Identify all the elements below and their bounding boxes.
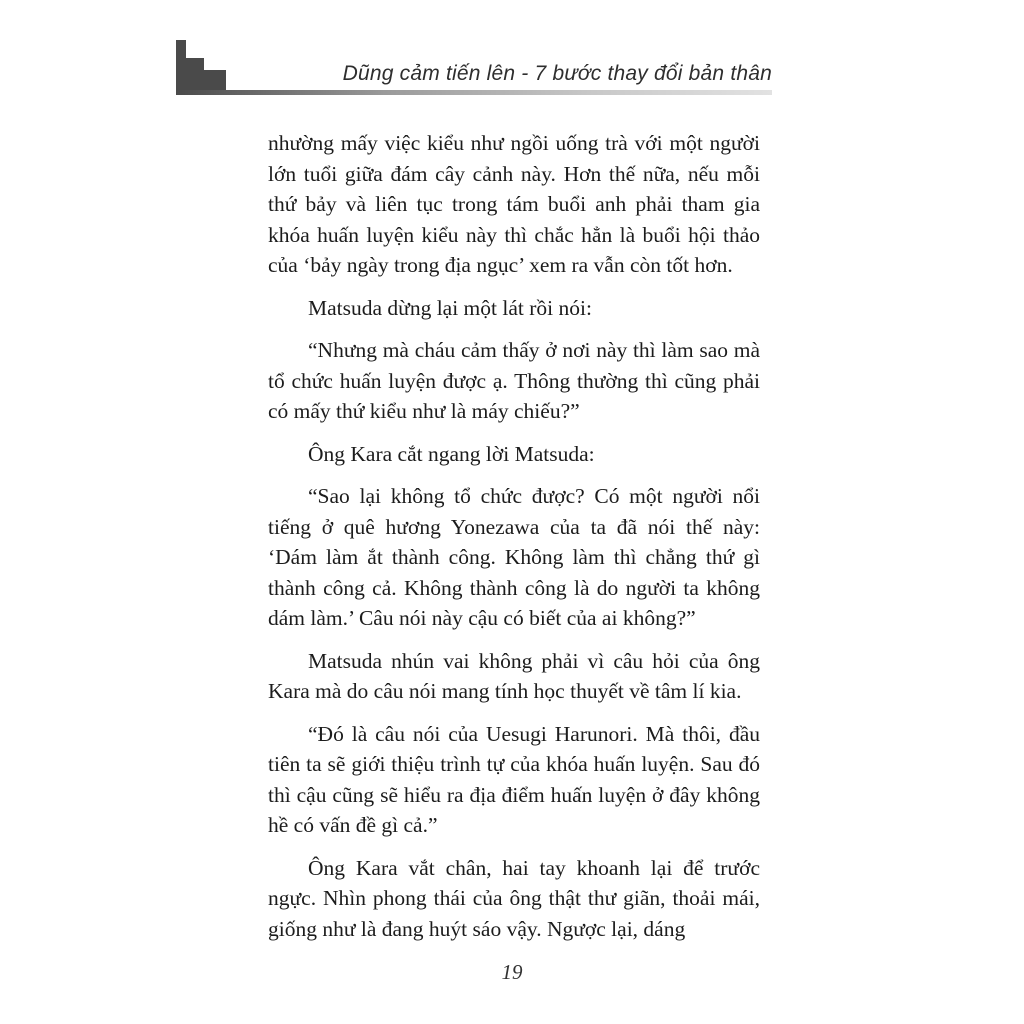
paragraph-7: “Đó là câu nói của Uesugi Harunori. Mà thôi, đầu tiên ta sẽ giới thiệu trình tự của khóa huấn luyện. Sau đó thì cậu cũng sẽ hiểu ra địa điểm huấn luyện ở đây không hề có vấn đề gì cả.” [268,721,760,837]
paragraph-1: nhường mấy việc kiểu như ngồi uống trà với một người lớn tuổi giữa đám cây cảnh này. Hơn thế nữa, nếu mỗi thứ bảy và liên tục trong tám buổi anh phải tham gia khóa huấn luyện kiểu này thì chắc hẳn là buổi hội thảo của ‘bảy ngày trong địa ngục’ xem ra vẫn còn tốt hơn. [268,131,760,277]
header-decoration-block [176,40,186,95]
paragraph-4: Ông Kara cắt ngang lời Matsuda: [308,441,595,466]
paragraph-8: Ông Kara vắt chân, hai tay khoanh lại để trước ngực. Nhìn phong thái của ông thật thư giãn, thoải mái, giống như là đang huýt sáo vậy. Ngược lại, dáng [268,855,760,941]
body-text [268,128,760,956]
running-title: Dũng cảm tiến lên - 7 bước thay đổi bản thân [342,62,772,85]
paragraph-5: “Sao lại không tổ chức được? Có một người nổi tiếng ở quê hương Yonezawa của ta đã nói thế này: ‘Dám làm ắt thành công. Không làm thì chẳng thứ gì thành công cả. Không thành công là do người ta không dám làm.’ Câu nói này cậu có biết của ai không?” [268,484,760,630]
paragraph-2: Matsuda dừng lại một lát rồi nói: [308,295,592,320]
page-number: 19 [501,960,523,984]
paragraph-3: “Nhưng mà cháu cảm thấy ở nơi này thì làm sao mà tổ chức huấn luyện được ạ. Thông thường thì cũng phải có mấy thứ kiểu như là máy chiếu?” [268,338,760,423]
paragraph-6: Matsuda nhún vai không phải vì câu hỏi của ông Kara mà do câu nói mang tính học thuyết về tâm lí kia. [268,648,760,703]
header-rule [176,90,772,95]
